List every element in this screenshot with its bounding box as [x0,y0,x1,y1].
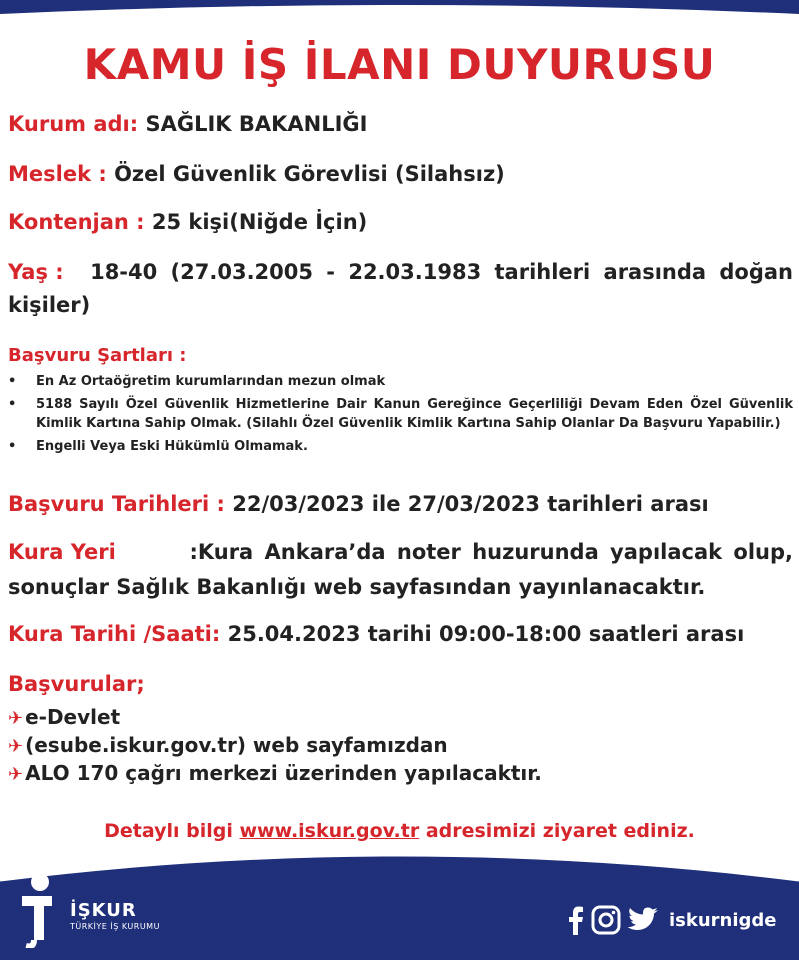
yas-row [8,260,793,284]
facebook-icon[interactable] [565,905,585,935]
pushpin-icon: ✈ [8,736,24,757]
list-item [8,395,793,433]
list-item-text: 5188 Sayılı Özel Güvenlik Hizmetlerine Dair Kanun Gereğince Geçerliliği Devam Eden Özel Güvenlik Kimlik Kartına Sahip Olmak. (Silahlı Özel Güvenlik Kimlik Kartına Sahip Olanlar Da Başvuru Yapabilir.) [36,397,793,431]
instagram-icon[interactable] [591,905,621,935]
pushpin-icon: ✈ [8,764,24,785]
page-title: KAMU İŞ İLANI DUYURUSU [83,40,716,89]
list-item-text: e-Devlet [25,705,121,729]
list-item-text: (esube.iskur.gov.tr) web sayfamızdan [25,733,448,757]
sartlar-heading [8,345,187,366]
detail-prefix: Detaylı bilgi [104,820,233,842]
social-handle: iskurnigde [669,909,777,931]
kura-yeri-row-cont [8,575,705,599]
detail-suffix: adresimizi ziyaret ediniz. [425,820,695,842]
meslek-row [8,162,505,186]
tarihler-row [8,492,709,516]
bullet-dot: • [8,374,17,389]
kontenjan-row [8,210,367,234]
meslek-value: Özel Güvenlik Görevlisi (Silahsız) [114,162,505,186]
sartlar-label: Başvuru Şartları : [8,345,187,366]
sartlar-list [8,372,793,456]
kura-tarihi-value: 25.04.2023 tarihi 09:00-18:00 saatleri arası [227,622,745,646]
detail-line [0,820,799,842]
kura-yeri-value-cont: sonuçlar Sağlık Bakanlığı web sayfasından yayınlanacaktır. [8,575,706,599]
yas-value-cont: kişiler) [8,293,91,317]
kurum-value: SAĞLIK BAKANLIĞI [145,112,368,136]
kurum-label: Kurum adı: [8,112,139,136]
brand-subtitle: TÜRKİYE İŞ KURUMU [70,922,160,931]
bullet-dot: • [8,397,17,412]
list-item [8,372,793,391]
kontenjan-value: 25 kişi(Niğde İçin) [151,210,368,234]
kurum-row [8,112,367,136]
list-item-text: En Az Ortaöğretim kurumlarından mezun olmak [36,374,386,389]
list-item [8,705,120,729]
kura-tarihi-row [8,622,744,646]
basvurular-label: Başvurular; [8,672,145,696]
yas-value: 18-40 (27.03.2005 - 22.03.1983 tarihleri arasında doğan [90,260,793,284]
social-links [565,905,777,935]
iskur-link[interactable]: www.iskur.gov.tr [239,820,420,842]
bullet-dot: • [8,439,17,454]
tarihler-value: 22/03/2023 ile 27/03/2023 tarihleri arası [232,492,709,516]
top-curve-band [0,0,799,30]
list-item-text: ALO 170 çağrı merkezi üzerinden yapılacaktır. [25,761,542,785]
tarihler-label: Başvuru Tarihleri : [8,492,225,516]
yas-label: Yaş : [8,260,64,284]
list-item [8,437,793,456]
iskur-logo-icon [14,870,66,948]
list-item-text: Engelli Veya Eski Hükümlü Olmamak. [36,439,308,454]
twitter-icon[interactable] [627,906,659,934]
basvurular-heading [8,672,145,696]
yas-row-cont [8,293,90,317]
kontenjan-label: Kontenjan : [8,210,145,234]
brand-name: İŞKUR [70,900,137,921]
list-item [8,761,542,785]
kura-yeri-label: Kura Yeri [8,540,116,564]
kura-yeri-row [8,540,793,564]
kura-tarihi-label: Kura Tarihi /Saati: [8,622,221,646]
meslek-label: Meslek : [8,162,107,186]
kura-yeri-value: :Kura Ankara’da noter huzurunda yapılacak olup, [189,540,793,564]
list-item [8,733,448,757]
pushpin-icon: ✈ [8,708,24,729]
